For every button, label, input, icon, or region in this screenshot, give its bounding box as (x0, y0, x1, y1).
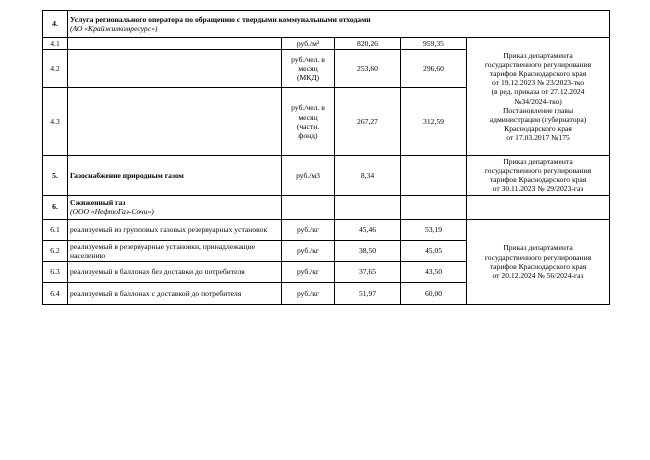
row-unit: руб./м³ (282, 38, 335, 50)
doc-line: государственного регулирования (484, 166, 592, 176)
doc-line: Постановление главы (502, 105, 574, 115)
row-name (68, 50, 282, 88)
row-name: реализуемый в баллонах с доставкой до потребителя (68, 282, 282, 304)
unit-line: фонд) (298, 130, 318, 140)
regulation-document-cell (467, 219, 610, 304)
section-6-header (43, 195, 610, 219)
doc-line: Приказ департамента (503, 243, 573, 253)
doc-line: от 20.12.2024 № 56/2024-газ (492, 270, 584, 280)
row-value-1: 8,34 (335, 156, 401, 195)
row-name (68, 88, 282, 156)
regulation-document-cell (467, 156, 610, 195)
regulation-document-cell (467, 38, 610, 156)
row-name: реализуемый в баллонах без доставки до потребителя (68, 261, 282, 282)
unit-line: месяц (298, 64, 318, 74)
doc-line: Краснодарского края (504, 123, 572, 133)
doc-line: тарифов Краснодарского края (489, 69, 587, 79)
doc-line: тарифов Краснодарского края (489, 175, 587, 185)
row-value-2: 60,00 (401, 282, 467, 304)
row-value-2: 296,60 (401, 50, 467, 88)
doc-line: от 30.11.2023 № 29/2023-газ (492, 184, 584, 194)
doc-line: государственного регулирования (484, 60, 592, 70)
row-value-1: 38,50 (335, 240, 401, 261)
row-value-2: 45,05 (401, 240, 467, 261)
section-title: Сжиженный газ (70, 197, 126, 207)
section-5-row (43, 156, 610, 195)
row-value-1: 267,27 (335, 88, 401, 156)
doc-line: (в ред. приказа от 27.12.2024 (491, 87, 585, 97)
tariff-table (42, 10, 610, 305)
row-unit: руб./кг (282, 240, 335, 261)
empty-cell (467, 195, 610, 219)
section-title: Услуга регионального оператора по обращению с твердыми коммунальными отходами (70, 14, 371, 24)
row-unit (282, 50, 335, 88)
empty-cell (282, 195, 335, 219)
section-title: Газоснабжение природным газом (68, 156, 282, 195)
table-row (43, 219, 610, 240)
row-name (68, 38, 282, 50)
doc-line: №34/2024-тко) (514, 96, 562, 106)
table-row (43, 38, 610, 50)
row-value-2 (401, 156, 467, 195)
row-value-1: 51,97 (335, 282, 401, 304)
row-name: реализуемый из групповых газовых резервуарных установок (68, 219, 282, 240)
row-value-2: 53,19 (401, 219, 467, 240)
section-number: 5. (43, 156, 68, 195)
empty-cell (401, 195, 467, 219)
doc-line: Приказ департамента (503, 157, 573, 167)
row-number: 6.4 (43, 282, 68, 304)
row-unit: руб./кг (282, 282, 335, 304)
doc-line: администрации (губернатора) (489, 114, 587, 124)
row-number: 4.2 (43, 50, 68, 88)
row-value-2: 312,59 (401, 88, 467, 156)
row-number: 4.3 (43, 88, 68, 156)
section-title-cell (68, 11, 610, 38)
doc-line: тарифов Краснодарского края (489, 261, 587, 271)
row-unit: руб./м3 (282, 156, 335, 195)
unit-line: месяц (298, 112, 318, 122)
row-value-1: 45,46 (335, 219, 401, 240)
section-4-header (43, 11, 610, 38)
row-number: 4.1 (43, 38, 68, 50)
row-value-1: 253,60 (335, 50, 401, 88)
unit-line: руб./чел. в (291, 54, 325, 64)
doc-line: от 17.03.2017 №175 (506, 132, 570, 142)
section-subtitle: (АО «Крайжилкомресурс») (70, 24, 158, 33)
empty-cell (335, 195, 401, 219)
row-value-2: 959,35 (401, 38, 467, 50)
section-number: 6. (43, 195, 68, 219)
section-subtitle: (ООО «НефтоГаз-Сочи») (70, 207, 154, 217)
section-number: 4. (43, 11, 68, 38)
row-unit (282, 88, 335, 156)
row-name: реализуемый в резервуарные установки, принадлежащие населению (68, 240, 282, 261)
row-value-2: 43,50 (401, 261, 467, 282)
row-value-1: 820,26 (335, 38, 401, 50)
doc-line: Приказ департамента (503, 51, 573, 60)
doc-line: государственного регулирования (484, 252, 592, 262)
doc-line: от 19.12.2023 № 23/2023-тко (492, 78, 584, 88)
row-unit: руб./кг (282, 261, 335, 282)
section-title-cell (68, 195, 282, 219)
unit-line: руб./чел. в (291, 103, 325, 113)
row-number: 6.3 (43, 261, 68, 282)
unit-line: (частн. (296, 121, 320, 131)
row-number: 6.2 (43, 240, 68, 261)
unit-line: (МКД) (296, 73, 320, 83)
row-unit: руб./кг (282, 219, 335, 240)
row-value-1: 37,65 (335, 261, 401, 282)
row-number: 6.1 (43, 219, 68, 240)
